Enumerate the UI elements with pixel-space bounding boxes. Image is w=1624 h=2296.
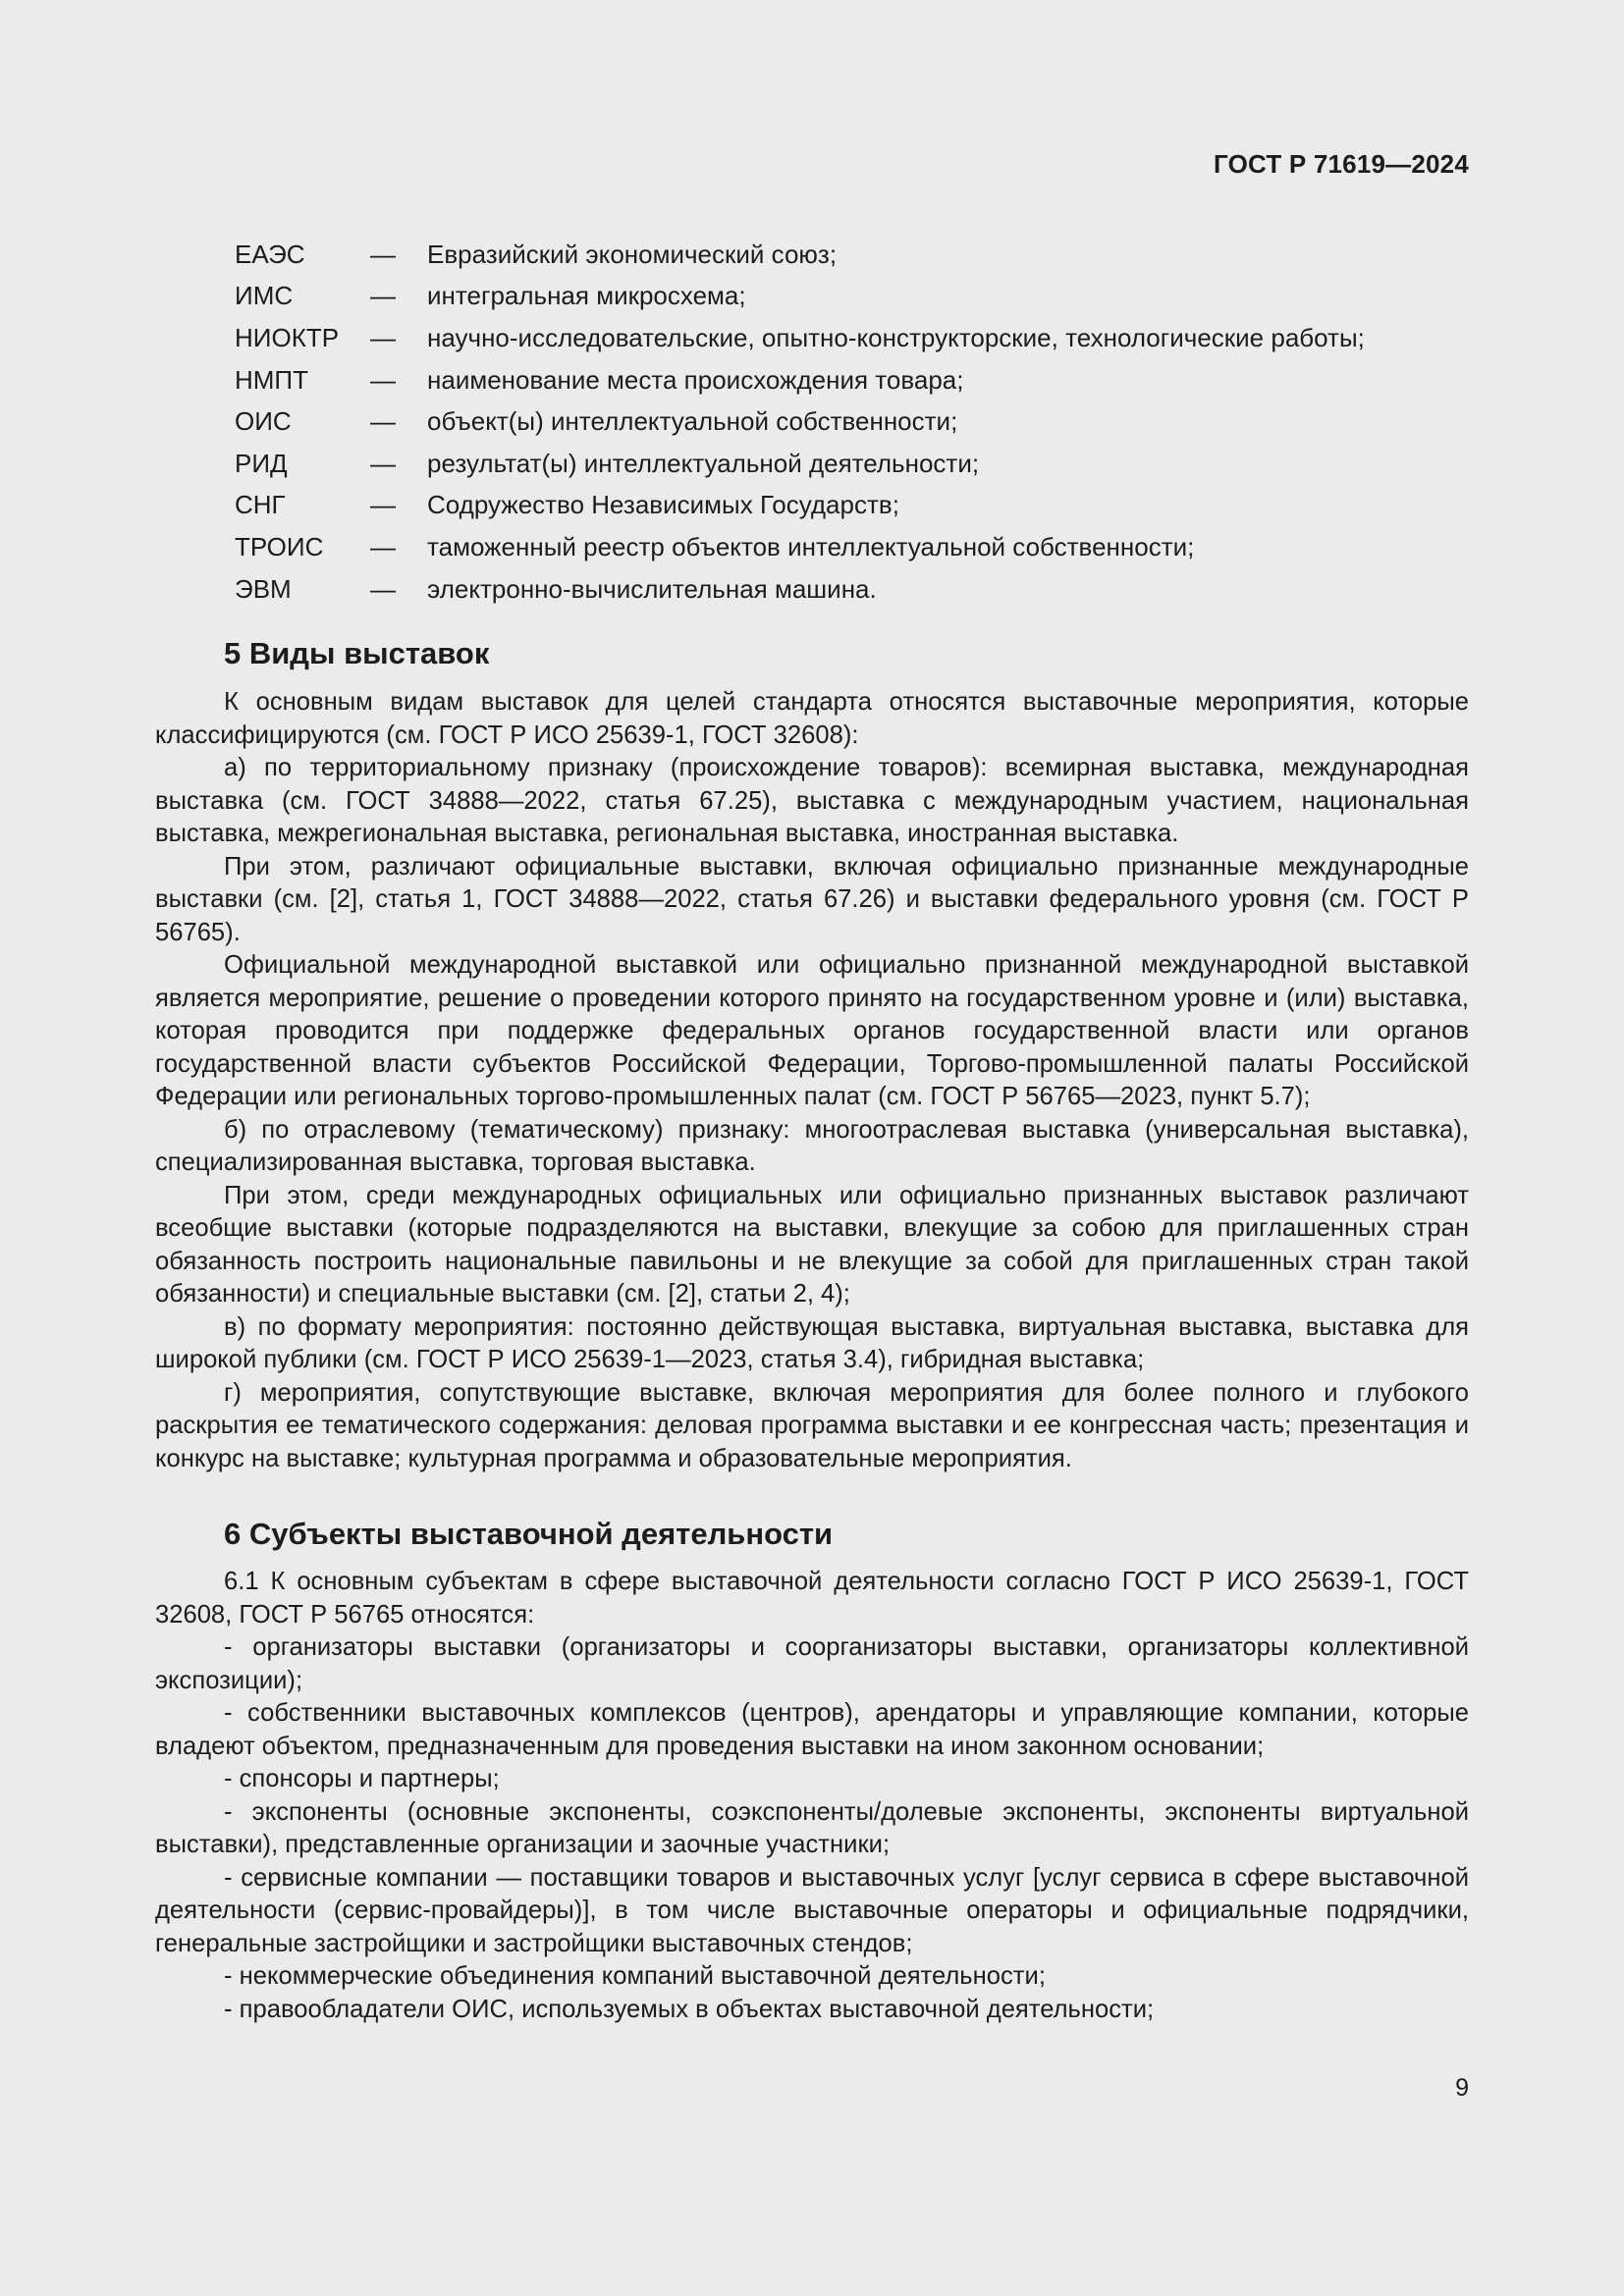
abbreviation-definition: интегральная микросхема; [427,281,746,311]
document-body [155,634,1469,2026]
abbreviation-term: ЭВМ [235,573,292,604]
abbreviation-definition: научно-исследовательские, опытно-конструкторские, технологические работы; [427,322,1365,352]
abbreviation-definition: электронно-вычислительная машина. [427,573,877,604]
abbreviation-dash: — [370,448,396,478]
document-header: ГОСТ Р 71619—2024 [1214,149,1469,179]
abbreviation-definition: наименование места происхождения товара; [427,364,964,395]
abbreviation-list [235,234,1511,610]
abbreviation-row [235,234,1511,276]
list-item: - собственники выставочных комплексов (центров), арендаторы и управляющие компании, которые владеют объектом, предназначенным для проведения выставки на ином законном основании; [155,1699,1469,1760]
paragraph: К основным видам выставок для целей стандарта относятся выставочные мероприятия, которые классифицируются (см. ГОСТ Р ИСО 25639-1, ГОСТ 32608): [155,688,1469,749]
abbreviation-dash: — [370,573,396,604]
abbreviation-term: НМПТ [235,364,309,395]
abbreviation-term: ТРОИС [235,531,324,561]
list-item: - некоммерческие объединения компаний выставочной деятельности; [224,1962,1046,1990]
abbreviation-definition: результат(ы) интеллектуальной деятельности; [427,448,980,478]
abbreviation-row [235,485,1511,527]
section-heading: 6 Субъекты выставочной деятельности [224,1517,834,1551]
list-item: - сервисные компании — поставщики товаров и выставочных услуг [услуг сервиса в сфере выставочной деятельности (сервис-провайдеры)], в том числе выставочные операторы и официальные подрядчики, генеральные застройщики и застройщики выставочных стендов; [155,1863,1469,1957]
abbreviation-row [235,443,1511,485]
abbreviation-term: ИМС [235,281,294,311]
abbreviation-definition: Евразийский экономический союз; [427,239,838,269]
abbreviation-dash: — [370,239,396,269]
abbreviation-row [235,568,1511,611]
abbreviation-dash: — [370,322,396,352]
paragraph: б) по отраслевому (тематическому) признаку: многоотраслевая выставка (универсальная выставка), специализированная выставка, торговая выставка. [155,1115,1469,1176]
list-item: - экспоненты (основные экспоненты, соэкспоненты/долевые экспоненты, экспоненты виртуальной выставки), представленные организации и заочные участники; [155,1797,1469,1858]
section-heading: 5 Виды выставок [224,636,490,670]
abbreviation-dash: — [370,531,396,561]
abbreviation-row [235,526,1511,568]
abbreviation-term: ОИС [235,406,292,437]
paragraph: а) по территориальному признаку (происхождение товаров): всемирная выставка, международная выставка (см. ГОСТ 34888—2022, статья 67.25), выставка с международным участием, национальная выставка, межрегиональная выставка, региональная выставка, иностранная выставка. [155,754,1469,847]
abbreviation-definition: объект(ы) интеллектуальной собственности; [427,406,958,437]
abbreviation-row [235,359,1511,401]
abbreviation-term: СНГ [235,490,286,520]
paragraph: При этом, различают официальные выставки, включая официально признанные международные выставки (см. [2], статья 1, ГОСТ 34888—2022, статья 67.26) и выставки федерального уровня (см. ГОСТ Р 56765). [155,852,1469,946]
abbreviation-row [235,276,1511,318]
list-item: - организаторы выставки (организаторы и соорганизаторы выставки, организаторы коллективной экспозиции); [155,1633,1469,1694]
paragraph: в) по формату мероприятия: постоянно действующая выставка, виртуальная выставка, выставка для широкой публики (см. ГОСТ Р ИСО 25639-1—2023, статья 3.4), гибридная выставка; [155,1312,1469,1373]
abbreviation-definition: Содружество Независимых Государств; [427,490,899,520]
list-item: - правообладатели ОИС, используемых в объектах выставочной деятельности; [224,1995,1155,2023]
abbreviation-row [235,400,1511,443]
paragraph: Официальной международной выставкой или официально признанной международной выставкой является мероприятие, решение о проведении которого принято на государственном уровне и (или) выставка, которая проводится при поддержке федеральных органов государственной власти или органов государственной власти субъектов Российской Федерации, Торгово-промышленной палаты Российской Федерации или региональных торгово-промышленных палат (см. ГОСТ Р 56765—2023, пункт 5.7); [155,951,1469,1110]
abbreviation-dash: — [370,406,396,437]
abbreviation-term: НИОКТР [235,322,340,352]
paragraph: 6.1 К основным субъектам в сфере выставочной деятельности согласно ГОСТ Р ИСО 25639-1, ГОСТ 32608, ГОСТ Р 56765 относятся: [155,1568,1469,1629]
abbreviation-term: ЕАЭС [235,239,305,269]
abbreviation-dash: — [370,281,396,311]
abbreviation-definition: таможенный реестр объектов интеллектуальной собственности; [427,531,1195,561]
abbreviation-term: РИД [235,448,288,478]
abbreviation-dash: — [370,490,396,520]
abbreviation-dash: — [370,364,396,395]
list-item: - спонсоры и партнеры; [224,1765,500,1792]
abbreviation-row [235,317,1511,359]
page-number: 9 [1455,2074,1469,2102]
paragraph: При этом, среди международных официальных или официально признанных выставок различают всеобщие выставки (которые подразделяются на выставки, влекущие за собою для приглашенных стран обязанность построить национальные павильоны и не влекущие за собой для приглашенных стран такой обязанности) и специальные выставки (см. [2], статьи 2, 4); [155,1181,1469,1308]
paragraph: г) мероприятия, сопутствующие выставке, включая мероприятия для более полного и глубокого раскрытия ее тематического содержания: деловая программа выставки и ее конгрессная часть; презентация и конкурс на выставке; культурная программа и образовательные мероприятия. [155,1378,1469,1472]
